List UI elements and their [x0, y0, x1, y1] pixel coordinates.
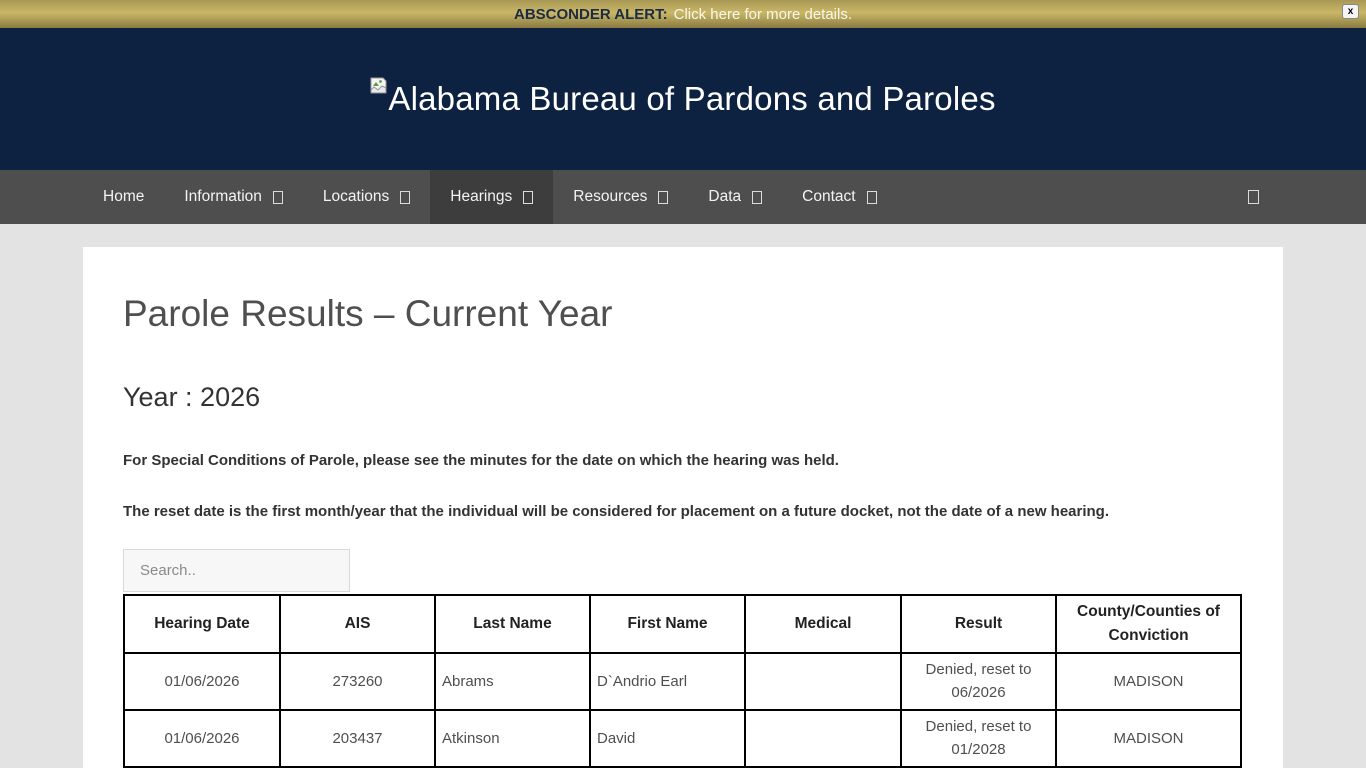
cell-result: Denied, reset to 01/2028: [901, 710, 1056, 767]
nav-item-contact[interactable]: [782, 170, 896, 224]
site-header: [0, 28, 1366, 170]
cell-last-name: Atkinson: [435, 710, 590, 767]
search-glyph-box: [1248, 190, 1259, 204]
content-card: [83, 247, 1283, 768]
nav-item-home[interactable]: [83, 170, 164, 224]
chevron-down-icon: [752, 191, 762, 204]
cell-first-name: D`Andrio Earl: [590, 653, 745, 710]
header-last-name: Last Name: [435, 595, 590, 653]
page-title: Parole Results – Current Year: [123, 293, 613, 334]
alert-text: [514, 6, 852, 23]
cell-last-name: Abrams: [435, 653, 590, 710]
absconder-alert-banner: [0, 0, 1366, 28]
cell-county: MADISON: [1056, 710, 1241, 767]
site-logo-link[interactable]: [370, 77, 995, 122]
nav-item-label: Information: [184, 188, 262, 205]
alert-details-link[interactable]: Click here for more details.: [673, 5, 853, 23]
broken-image-icon: [370, 77, 387, 94]
cell-hearing-date: 01/06/2026: [124, 710, 280, 767]
nav-item-label: Hearings: [450, 188, 513, 205]
table-search-input[interactable]: [123, 549, 350, 592]
cell-ais: 273260: [280, 653, 435, 710]
alert-label: ABSCONDER ALERT:: [513, 5, 668, 23]
note-reset-date: The reset date is the first month/year that the individual will be considered for placement on a future docket, not the date of a new hearing.: [123, 502, 1110, 520]
close-icon[interactable]: x: [1342, 4, 1359, 19]
chevron-down-icon: [867, 191, 877, 204]
header-county: County/Counties of Conviction: [1056, 595, 1241, 653]
cell-medical: [745, 653, 901, 710]
header-hearing-date: Hearing Date: [124, 595, 280, 653]
nav-items: [83, 170, 897, 224]
cell-first-name: David: [590, 710, 745, 767]
chevron-down-icon: [523, 191, 533, 204]
nav-item-label: Resources: [573, 188, 648, 205]
nav-item-data[interactable]: [688, 170, 782, 224]
site-title: Alabama Bureau of Pardons and Paroles: [388, 79, 996, 117]
parole-results-table: [123, 594, 1242, 768]
table-row: [124, 653, 1241, 710]
chevron-down-icon: [400, 191, 410, 204]
cell-ais: 203437: [280, 710, 435, 767]
nav-item-resources[interactable]: [553, 170, 688, 224]
table-header-row: [124, 595, 1241, 653]
nav-item-label: Data: [708, 188, 742, 205]
nav-item-label: Contact: [802, 188, 856, 205]
nav-item-hearings[interactable]: [430, 170, 553, 224]
cell-medical: [745, 710, 901, 767]
header-first-name: First Name: [590, 595, 745, 653]
table-row: [124, 710, 1241, 767]
cell-result: Denied, reset to 06/2026: [901, 653, 1056, 710]
chevron-down-icon: [273, 191, 283, 204]
nav-item-information[interactable]: [164, 170, 303, 224]
nav-item-locations[interactable]: [303, 170, 430, 224]
search-icon[interactable]: [1248, 170, 1283, 224]
header-medical: Medical: [745, 595, 901, 653]
nav-item-label: Locations: [322, 188, 390, 205]
header-ais: AIS: [280, 595, 435, 653]
nav-item-label: Home: [103, 188, 145, 205]
header-result: Result: [901, 595, 1056, 653]
note-special-conditions: For Special Conditions of Parole, please see the minutes for the date on which the hearing was held.: [123, 452, 839, 470]
cell-county: MADISON: [1056, 653, 1241, 710]
main-nav: [0, 170, 1366, 224]
chevron-down-icon: [658, 191, 668, 204]
year-heading: Year : 2026: [123, 382, 261, 413]
cell-hearing-date: 01/06/2026: [124, 653, 280, 710]
